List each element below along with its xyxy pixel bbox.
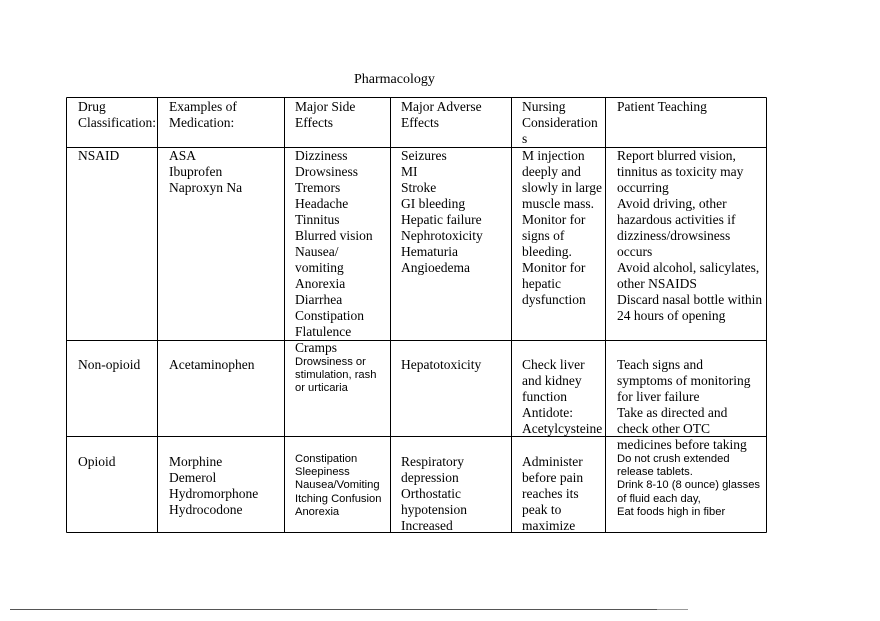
nsaid-side-effects: Dizziness Drowsiness Tremors Headache Tinnitus Blurred vision Nausea/ vomiting Anorexia Diarrhea Constipation Flatulence Cramps xyxy=(295,148,373,355)
nsaid-nursing: M injection deeply and slowly in large muscle mass. Monitor for signs of bleeding. Monitor for hepatic dysfunction xyxy=(522,148,602,307)
nsaid-adverse-effects: Seizures MI Stroke GI bleeding Hepatic failure Nephrotoxicity Hematuria Angioedema xyxy=(401,148,483,275)
nsaid-examples: ASA Ibuprofen Naproxyn Na xyxy=(169,148,243,195)
header-examples: Examples of Medication: xyxy=(169,99,237,130)
header-adverse-effects: Major Adverse Effects xyxy=(401,99,482,130)
opioid-nursing: Administer before pain reaches its peak to maximize xyxy=(522,454,584,533)
footer-divider-end xyxy=(657,609,688,610)
nsaid-teaching: Report blurred vision, tinnitus as toxicity may occurring Avoid driving, other hazardous activities if dizziness/drowsiness occurs Avoid alcohol, salicylates, other NSAIDS Discard nasal bottle within 24 hours of opening xyxy=(617,148,763,323)
opioid-examples: Morphine Demerol Hydromorphone Hydrocodone xyxy=(169,454,259,517)
footer-divider xyxy=(10,609,688,610)
nonopioid-teaching: Teach signs and symptoms of monitoring for liver failure Take as directed and check other OTC medicines before taking xyxy=(617,357,751,452)
header-patient-teaching: Patient Teaching xyxy=(617,99,707,114)
opioid-teaching: Do not crush extended release tablets. Drink 8-10 (8 ounce) glasses of fluid each day, Eat foods high in fiber xyxy=(617,453,761,518)
header-nursing: Nursing Consideration s xyxy=(522,99,598,146)
nonopioid-examples: Acetaminophen xyxy=(169,357,255,372)
opioid-side-effects: Constipation Sleepiness Nausea/Vomiting Itching Confusion Anorexia xyxy=(295,453,382,518)
header-drug-classification: Drug Classification: xyxy=(78,99,156,130)
document-title: Pharmacology xyxy=(354,72,435,87)
nsaid-classification: NSAID xyxy=(78,148,120,163)
opioid-classification: Opioid xyxy=(78,454,116,469)
header-side-effects: Major Side Effects xyxy=(295,99,356,130)
nonopioid-side-effects: Drowsiness or stimulation, rash or urticaria xyxy=(295,356,377,395)
nonopioid-adverse-effects: Hepatotoxicity xyxy=(401,357,482,372)
nonopioid-nursing: Check liver and kidney function Antidote: Acetylcysteine xyxy=(522,357,603,436)
nonopioid-classification: Non-opioid xyxy=(78,357,141,372)
opioid-adverse-effects: Respiratory depression Orthostatic hypotension Increased xyxy=(401,454,467,533)
